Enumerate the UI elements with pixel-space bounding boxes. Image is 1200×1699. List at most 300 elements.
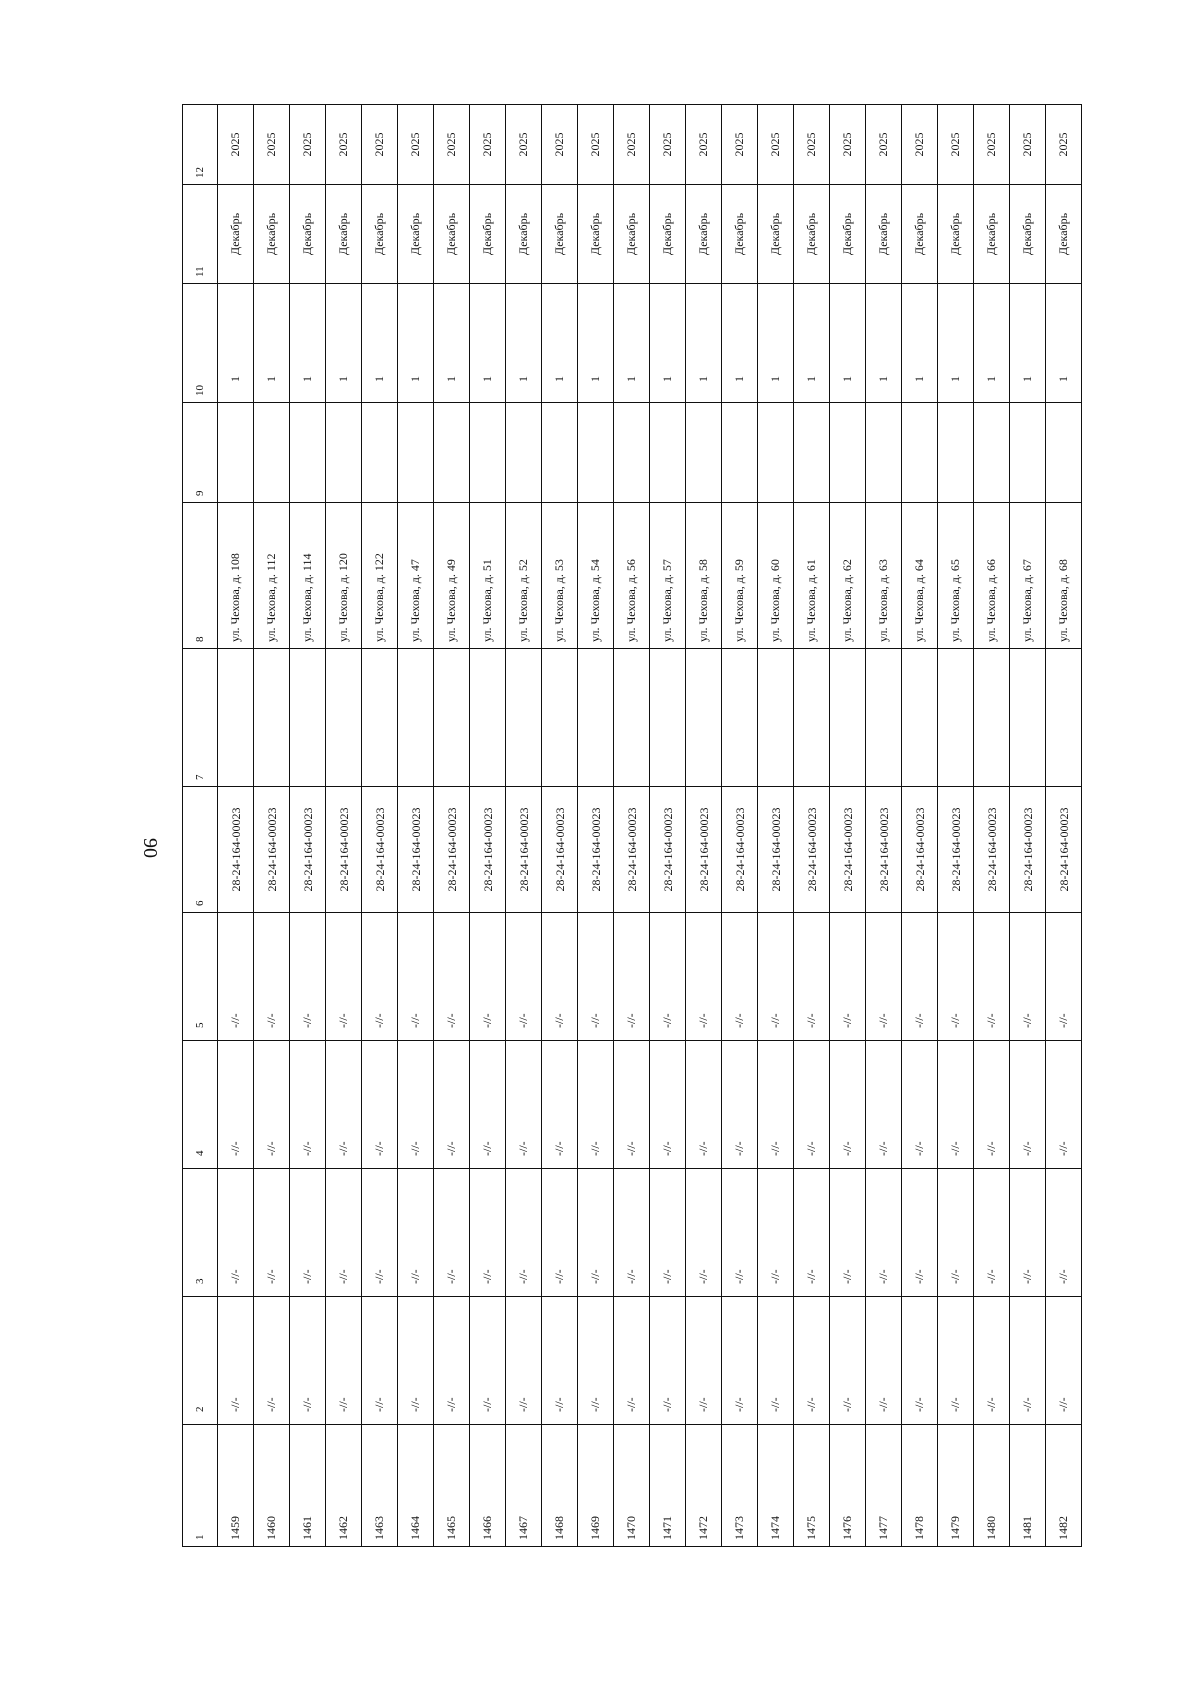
cadastral-number-cell: 28-24-164-00023 [830, 787, 866, 913]
month-cell: Декабрь [1046, 185, 1082, 284]
column-5-cell: -//- [362, 913, 398, 1041]
column-9-cell [866, 403, 902, 503]
month-cell: Декабрь [650, 185, 686, 284]
year-cell: 2025 [974, 105, 1010, 185]
table-row [902, 105, 938, 1547]
address-cell: ул. Чехова, д. 108 [218, 503, 254, 649]
address-cell: ул. Чехова, д. 60 [758, 503, 794, 649]
column-2-cell: -//- [218, 1297, 254, 1425]
table-row [794, 105, 830, 1547]
year-cell: 2025 [830, 105, 866, 185]
column-5-cell: -//- [614, 913, 650, 1041]
column-4-cell: -//- [1010, 1041, 1046, 1169]
column-3-cell: -//- [938, 1169, 974, 1297]
address-cell: ул. Чехова, д. 64 [902, 503, 938, 649]
column-3-cell: -//- [758, 1169, 794, 1297]
month-cell: Декабрь [434, 185, 470, 284]
column-9-cell [1010, 403, 1046, 503]
address-cell: ул. Чехова, д. 112 [254, 503, 290, 649]
column-4-cell: -//- [506, 1041, 542, 1169]
year-cell: 2025 [758, 105, 794, 185]
month-cell: Декабрь [686, 185, 722, 284]
column-9-cell [542, 403, 578, 503]
column-2-cell: -//- [1010, 1297, 1046, 1425]
column-number-row [183, 105, 218, 1547]
month-cell: Декабрь [398, 185, 434, 284]
column-9-cell [326, 403, 362, 503]
column-7-cell [434, 649, 470, 787]
month-cell: Декабрь [578, 185, 614, 284]
table-row [290, 105, 326, 1547]
table-row [650, 105, 686, 1547]
month-cell: Декабрь [1010, 185, 1046, 284]
column-3-cell: -//- [506, 1169, 542, 1297]
quantity-cell: 1 [866, 284, 902, 403]
quantity-cell: 1 [218, 284, 254, 403]
address-cell: ул. Чехова, д. 54 [578, 503, 614, 649]
quantity-cell: 1 [326, 284, 362, 403]
row-number-cell: 1460 [254, 1425, 290, 1547]
column-5-cell: -//- [830, 913, 866, 1041]
column-7-cell [830, 649, 866, 787]
column-number-cell: 8 [183, 503, 218, 649]
address-cell: ул. Чехова, д. 61 [794, 503, 830, 649]
column-9-cell [470, 403, 506, 503]
column-3-cell: -//- [722, 1169, 758, 1297]
cadastral-number-cell: 28-24-164-00023 [686, 787, 722, 913]
cadastral-number-cell: 28-24-164-00023 [1046, 787, 1082, 913]
row-number-cell: 1467 [506, 1425, 542, 1547]
column-2-cell: -//- [326, 1297, 362, 1425]
year-cell: 2025 [470, 105, 506, 185]
address-cell: ул. Чехова, д. 120 [326, 503, 362, 649]
page-number: 90 [139, 838, 161, 858]
quantity-cell: 1 [758, 284, 794, 403]
column-5-cell: -//- [1010, 913, 1046, 1041]
month-cell: Декабрь [902, 185, 938, 284]
row-number-cell: 1480 [974, 1425, 1010, 1547]
column-2-cell: -//- [902, 1297, 938, 1425]
column-3-cell: -//- [974, 1169, 1010, 1297]
cadastral-number-cell: 28-24-164-00023 [398, 787, 434, 913]
month-cell: Декабрь [830, 185, 866, 284]
month-cell: Декабрь [470, 185, 506, 284]
year-cell: 2025 [218, 105, 254, 185]
table-body [183, 105, 1082, 1547]
column-5-cell: -//- [722, 913, 758, 1041]
column-4-cell: -//- [542, 1041, 578, 1169]
column-7-cell [722, 649, 758, 787]
address-cell: ул. Чехова, д. 66 [974, 503, 1010, 649]
row-number-cell: 1462 [326, 1425, 362, 1547]
year-cell: 2025 [362, 105, 398, 185]
address-cell: ул. Чехова, д. 58 [686, 503, 722, 649]
address-cell: ул. Чехова, д. 53 [542, 503, 578, 649]
cadastral-number-cell: 28-24-164-00023 [866, 787, 902, 913]
column-4-cell: -//- [722, 1041, 758, 1169]
year-cell: 2025 [254, 105, 290, 185]
column-7-cell [974, 649, 1010, 787]
column-2-cell: -//- [434, 1297, 470, 1425]
column-3-cell: -//- [434, 1169, 470, 1297]
column-7-cell [578, 649, 614, 787]
column-5-cell: -//- [866, 913, 902, 1041]
quantity-cell: 1 [650, 284, 686, 403]
column-3-cell: -//- [902, 1169, 938, 1297]
column-2-cell: -//- [290, 1297, 326, 1425]
year-cell: 2025 [542, 105, 578, 185]
address-cell: ул. Чехова, д. 47 [398, 503, 434, 649]
rotated-table-container [182, 105, 1091, 1547]
cadastral-number-cell: 28-24-164-00023 [362, 787, 398, 913]
quantity-cell: 1 [362, 284, 398, 403]
column-5-cell: -//- [758, 913, 794, 1041]
column-number-cell: 11 [183, 185, 218, 284]
column-2-cell: -//- [758, 1297, 794, 1425]
column-2-cell: -//- [614, 1297, 650, 1425]
column-number-cell: 12 [183, 105, 218, 185]
table-row [326, 105, 362, 1547]
column-5-cell: -//- [470, 913, 506, 1041]
column-7-cell [1010, 649, 1046, 787]
column-3-cell: -//- [614, 1169, 650, 1297]
table-row [470, 105, 506, 1547]
cadastral-number-cell: 28-24-164-00023 [470, 787, 506, 913]
table-row [218, 105, 254, 1547]
quantity-cell: 1 [290, 284, 326, 403]
column-7-cell [1046, 649, 1082, 787]
cadastral-number-cell: 28-24-164-00023 [902, 787, 938, 913]
row-number-cell: 1465 [434, 1425, 470, 1547]
column-9-cell [902, 403, 938, 503]
column-5-cell: -//- [254, 913, 290, 1041]
year-cell: 2025 [578, 105, 614, 185]
column-4-cell: -//- [398, 1041, 434, 1169]
column-3-cell: -//- [794, 1169, 830, 1297]
column-7-cell [218, 649, 254, 787]
month-cell: Декабрь [722, 185, 758, 284]
year-cell: 2025 [434, 105, 470, 185]
column-4-cell: -//- [470, 1041, 506, 1169]
column-3-cell: -//- [542, 1169, 578, 1297]
column-4-cell: -//- [758, 1041, 794, 1169]
cadastral-number-cell: 28-24-164-00023 [722, 787, 758, 913]
address-cell: ул. Чехова, д. 63 [866, 503, 902, 649]
cadastral-number-cell: 28-24-164-00023 [542, 787, 578, 913]
cadastral-number-cell: 28-24-164-00023 [1010, 787, 1046, 913]
month-cell: Декабрь [758, 185, 794, 284]
column-number-cell: 7 [183, 649, 218, 787]
quantity-cell: 1 [578, 284, 614, 403]
column-5-cell: -//- [1046, 913, 1082, 1041]
year-cell: 2025 [290, 105, 326, 185]
table-row [254, 105, 290, 1547]
row-number-cell: 1468 [542, 1425, 578, 1547]
column-5-cell: -//- [902, 913, 938, 1041]
column-9-cell [290, 403, 326, 503]
column-9-cell [506, 403, 542, 503]
quantity-cell: 1 [902, 284, 938, 403]
year-cell: 2025 [686, 105, 722, 185]
column-7-cell [758, 649, 794, 787]
month-cell: Декабрь [290, 185, 326, 284]
month-cell: Декабрь [254, 185, 290, 284]
row-number-cell: 1463 [362, 1425, 398, 1547]
row-number-cell: 1477 [866, 1425, 902, 1547]
row-number-cell: 1459 [218, 1425, 254, 1547]
column-2-cell: -//- [578, 1297, 614, 1425]
row-number-cell: 1476 [830, 1425, 866, 1547]
table-row [362, 105, 398, 1547]
column-number-cell: 9 [183, 403, 218, 503]
column-9-cell [218, 403, 254, 503]
table-row [578, 105, 614, 1547]
table-row [686, 105, 722, 1547]
row-number-cell: 1466 [470, 1425, 506, 1547]
column-7-cell [938, 649, 974, 787]
column-4-cell: -//- [686, 1041, 722, 1169]
year-cell: 2025 [650, 105, 686, 185]
year-cell: 2025 [326, 105, 362, 185]
column-3-cell: -//- [254, 1169, 290, 1297]
cadastral-number-cell: 28-24-164-00023 [506, 787, 542, 913]
address-cell: ул. Чехова, д. 49 [434, 503, 470, 649]
month-cell: Декабрь [542, 185, 578, 284]
cadastral-number-cell: 28-24-164-00023 [434, 787, 470, 913]
column-9-cell [722, 403, 758, 503]
cadastral-number-cell: 28-24-164-00023 [326, 787, 362, 913]
address-cell: ул. Чехова, д. 68 [1046, 503, 1082, 649]
column-7-cell [470, 649, 506, 787]
column-4-cell: -//- [830, 1041, 866, 1169]
year-cell: 2025 [938, 105, 974, 185]
quantity-cell: 1 [1046, 284, 1082, 403]
column-9-cell [362, 403, 398, 503]
column-7-cell [686, 649, 722, 787]
column-5-cell: -//- [398, 913, 434, 1041]
row-number-cell: 1475 [794, 1425, 830, 1547]
quantity-cell: 1 [1010, 284, 1046, 403]
row-number-cell: 1469 [578, 1425, 614, 1547]
column-9-cell [758, 403, 794, 503]
quantity-cell: 1 [938, 284, 974, 403]
column-3-cell: -//- [1010, 1169, 1046, 1297]
cadastral-number-cell: 28-24-164-00023 [794, 787, 830, 913]
column-5-cell: -//- [686, 913, 722, 1041]
column-5-cell: -//- [938, 913, 974, 1041]
column-4-cell: -//- [614, 1041, 650, 1169]
cadastral-number-cell: 28-24-164-00023 [290, 787, 326, 913]
column-4-cell: -//- [794, 1041, 830, 1169]
column-number-cell: 5 [183, 913, 218, 1041]
column-2-cell: -//- [938, 1297, 974, 1425]
column-9-cell [938, 403, 974, 503]
quantity-cell: 1 [254, 284, 290, 403]
year-cell: 2025 [722, 105, 758, 185]
year-cell: 2025 [794, 105, 830, 185]
column-4-cell: -//- [578, 1041, 614, 1169]
column-4-cell: -//- [866, 1041, 902, 1169]
column-3-cell: -//- [290, 1169, 326, 1297]
row-number-cell: 1464 [398, 1425, 434, 1547]
column-2-cell: -//- [254, 1297, 290, 1425]
row-number-cell: 1479 [938, 1425, 974, 1547]
month-cell: Декабрь [362, 185, 398, 284]
column-3-cell: -//- [650, 1169, 686, 1297]
column-7-cell [398, 649, 434, 787]
table-row [398, 105, 434, 1547]
table-row [866, 105, 902, 1547]
column-4-cell: -//- [974, 1041, 1010, 1169]
row-number-cell: 1470 [614, 1425, 650, 1547]
quantity-cell: 1 [470, 284, 506, 403]
address-cell: ул. Чехова, д. 52 [506, 503, 542, 649]
table-row [974, 105, 1010, 1547]
quantity-cell: 1 [794, 284, 830, 403]
column-7-cell [650, 649, 686, 787]
column-2-cell: -//- [686, 1297, 722, 1425]
quantity-cell: 1 [974, 284, 1010, 403]
column-7-cell [362, 649, 398, 787]
column-2-cell: -//- [542, 1297, 578, 1425]
column-4-cell: -//- [218, 1041, 254, 1169]
quantity-cell: 1 [398, 284, 434, 403]
cadastral-number-cell: 28-24-164-00023 [614, 787, 650, 913]
column-3-cell: -//- [686, 1169, 722, 1297]
column-number-cell: 4 [183, 1041, 218, 1169]
column-3-cell: -//- [1046, 1169, 1082, 1297]
address-cell: ул. Чехова, д. 62 [830, 503, 866, 649]
column-4-cell: -//- [1046, 1041, 1082, 1169]
month-cell: Декабрь [218, 185, 254, 284]
cadastral-number-cell: 28-24-164-00023 [758, 787, 794, 913]
table-row [506, 105, 542, 1547]
address-cell: ул. Чехова, д. 59 [722, 503, 758, 649]
year-cell: 2025 [1010, 105, 1046, 185]
column-7-cell [254, 649, 290, 787]
address-cell: ул. Чехова, д. 114 [290, 503, 326, 649]
year-cell: 2025 [1046, 105, 1082, 185]
column-2-cell: -//- [506, 1297, 542, 1425]
column-3-cell: -//- [326, 1169, 362, 1297]
month-cell: Декабрь [614, 185, 650, 284]
column-9-cell [830, 403, 866, 503]
column-4-cell: -//- [434, 1041, 470, 1169]
column-7-cell [290, 649, 326, 787]
table-row [614, 105, 650, 1547]
table-row [830, 105, 866, 1547]
row-number-cell: 1482 [1046, 1425, 1082, 1547]
month-cell: Декабрь [506, 185, 542, 284]
column-number-cell: 3 [183, 1169, 218, 1297]
column-7-cell [542, 649, 578, 787]
column-9-cell [254, 403, 290, 503]
table-row [758, 105, 794, 1547]
column-9-cell [398, 403, 434, 503]
address-cell: ул. Чехова, д. 122 [362, 503, 398, 649]
column-7-cell [866, 649, 902, 787]
column-5-cell: -//- [974, 913, 1010, 1041]
column-5-cell: -//- [290, 913, 326, 1041]
cadastral-number-cell: 28-24-164-00023 [650, 787, 686, 913]
column-9-cell [974, 403, 1010, 503]
table-row [938, 105, 974, 1547]
table-row [722, 105, 758, 1547]
column-3-cell: -//- [578, 1169, 614, 1297]
month-cell: Декабрь [866, 185, 902, 284]
row-number-cell: 1472 [686, 1425, 722, 1547]
column-7-cell [326, 649, 362, 787]
column-2-cell: -//- [830, 1297, 866, 1425]
column-5-cell: -//- [434, 913, 470, 1041]
column-number-cell: 2 [183, 1297, 218, 1425]
address-cell: ул. Чехова, д. 57 [650, 503, 686, 649]
year-cell: 2025 [614, 105, 650, 185]
row-number-cell: 1474 [758, 1425, 794, 1547]
month-cell: Декабрь [938, 185, 974, 284]
column-3-cell: -//- [218, 1169, 254, 1297]
row-number-cell: 1478 [902, 1425, 938, 1547]
cadastral-number-cell: 28-24-164-00023 [254, 787, 290, 913]
column-5-cell: -//- [542, 913, 578, 1041]
column-9-cell [686, 403, 722, 503]
column-4-cell: -//- [326, 1041, 362, 1169]
cadastral-number-cell: 28-24-164-00023 [938, 787, 974, 913]
row-number-cell: 1473 [722, 1425, 758, 1547]
table-row [434, 105, 470, 1547]
quantity-cell: 1 [614, 284, 650, 403]
row-number-cell: 1481 [1010, 1425, 1046, 1547]
register-table [182, 104, 1082, 1547]
column-2-cell: -//- [398, 1297, 434, 1425]
column-3-cell: -//- [398, 1169, 434, 1297]
address-cell: ул. Чехова, д. 56 [614, 503, 650, 649]
column-2-cell: -//- [974, 1297, 1010, 1425]
table-row [1046, 105, 1082, 1547]
column-7-cell [614, 649, 650, 787]
column-5-cell: -//- [218, 913, 254, 1041]
address-cell: ул. Чехова, д. 67 [1010, 503, 1046, 649]
column-9-cell [794, 403, 830, 503]
cadastral-number-cell: 28-24-164-00023 [218, 787, 254, 913]
quantity-cell: 1 [434, 284, 470, 403]
column-2-cell: -//- [362, 1297, 398, 1425]
column-number-cell: 1 [183, 1425, 218, 1547]
row-number-cell: 1461 [290, 1425, 326, 1547]
column-number-cell: 6 [183, 787, 218, 913]
column-2-cell: -//- [794, 1297, 830, 1425]
column-9-cell [650, 403, 686, 503]
column-4-cell: -//- [938, 1041, 974, 1169]
table-row [542, 105, 578, 1547]
column-5-cell: -//- [650, 913, 686, 1041]
column-5-cell: -//- [326, 913, 362, 1041]
column-3-cell: -//- [866, 1169, 902, 1297]
column-2-cell: -//- [1046, 1297, 1082, 1425]
column-9-cell [614, 403, 650, 503]
column-3-cell: -//- [830, 1169, 866, 1297]
column-5-cell: -//- [794, 913, 830, 1041]
column-4-cell: -//- [902, 1041, 938, 1169]
column-4-cell: -//- [362, 1041, 398, 1169]
column-4-cell: -//- [650, 1041, 686, 1169]
column-4-cell: -//- [290, 1041, 326, 1169]
quantity-cell: 1 [722, 284, 758, 403]
quantity-cell: 1 [830, 284, 866, 403]
cadastral-number-cell: 28-24-164-00023 [974, 787, 1010, 913]
column-9-cell [578, 403, 614, 503]
column-5-cell: -//- [506, 913, 542, 1041]
